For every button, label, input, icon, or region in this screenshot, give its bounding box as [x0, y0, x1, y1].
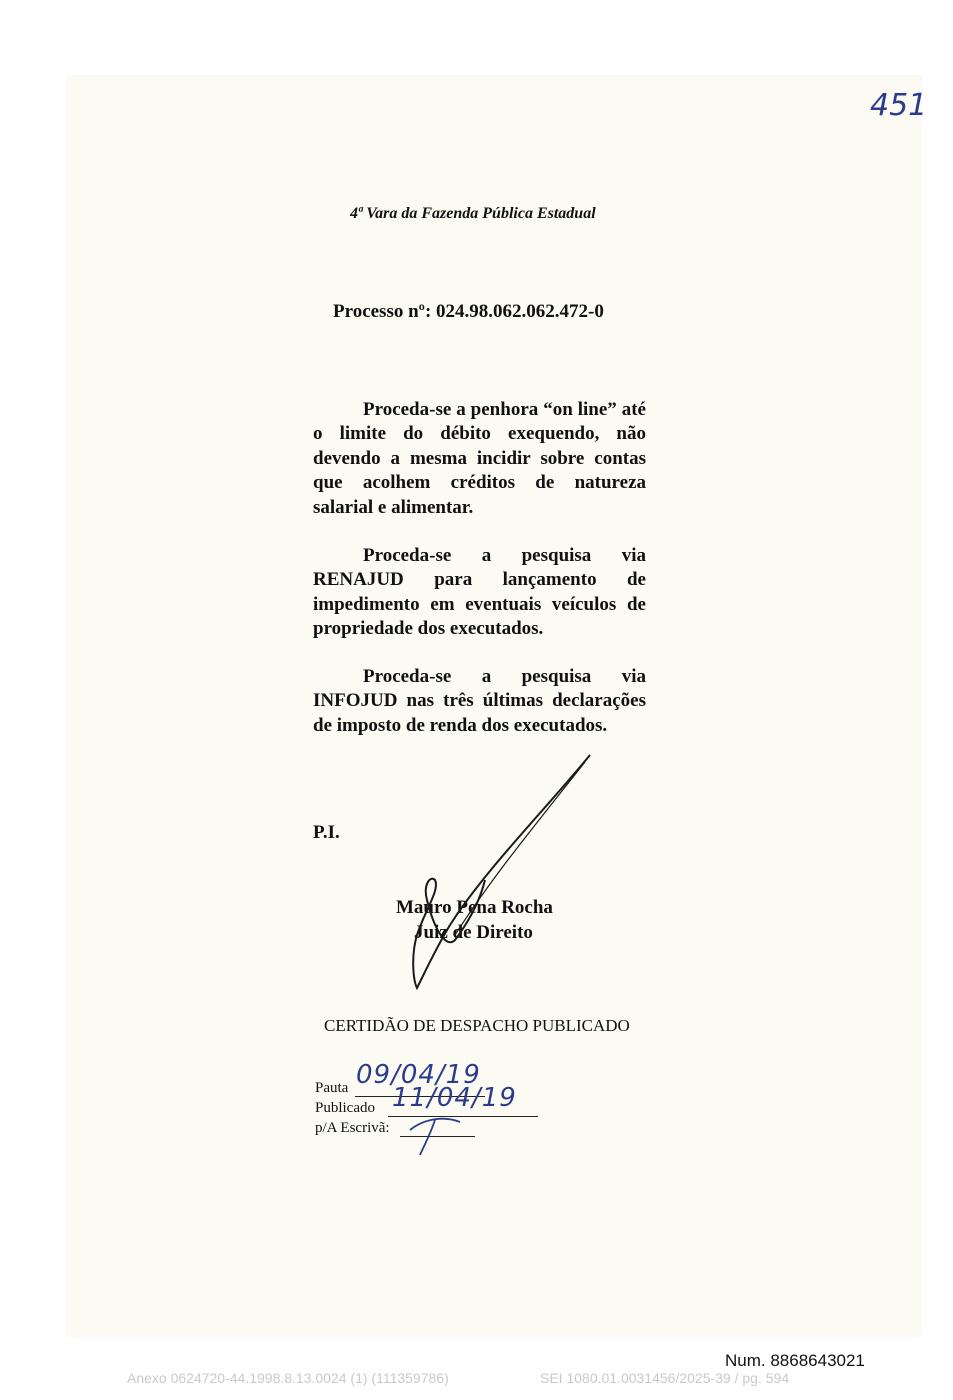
- handwritten-page-number: 451: [870, 88, 928, 123]
- judge-name: Mauro Pena Rocha: [396, 897, 553, 918]
- pauta-label: Pauta: [315, 1080, 349, 1096]
- publish-intimate: P.I.: [313, 822, 340, 843]
- footer-sei: SEI 1080.01.0031456/2025-39 / pg. 594: [540, 1370, 790, 1386]
- court-name: 4ª Vara da Fazenda Pública Estadual: [350, 205, 596, 222]
- judge-title: Juiz de Direito: [414, 922, 533, 943]
- paragraph-penhora: Proceda-se a penhora “on line” até o limite do débito exequendo, não devendo a mesma incidir sobre contas que acolhem créditos de natureza salarial e alimentar.: [313, 399, 646, 518]
- paragraph-renajud: Proceda-se a pesquisa via RENAJUD para lançamento de impedimento em eventuais veículos de propriedade dos executados.: [313, 545, 646, 640]
- paragraph-infojud: Proceda-se a pesquisa via INFOJUD nas três últimas declarações de imposto de renda dos executados.: [313, 666, 646, 736]
- certidao-heading: CERTIDÃO DE DESPACHO PUBLICADO: [324, 1016, 630, 1035]
- publicado-label: Publicado: [315, 1100, 375, 1116]
- document-id-number: Num. 8868643021: [725, 1351, 865, 1370]
- escriva-label: p/A Escrivã:: [315, 1120, 390, 1136]
- handwritten-publicado-date: 11/04/19: [392, 1083, 517, 1113]
- judge-signature-scribble: [395, 750, 605, 1000]
- escriva-signature: [405, 1110, 475, 1160]
- handwritten-pauta-date: 09/04/19: [356, 1060, 481, 1090]
- process-number: Processo nº: 024.98.062.062.472-0: [333, 301, 604, 322]
- footer-anexo: Anexo 0624720-44.1998.8.13.0024 (1) (111359786): [127, 1370, 449, 1386]
